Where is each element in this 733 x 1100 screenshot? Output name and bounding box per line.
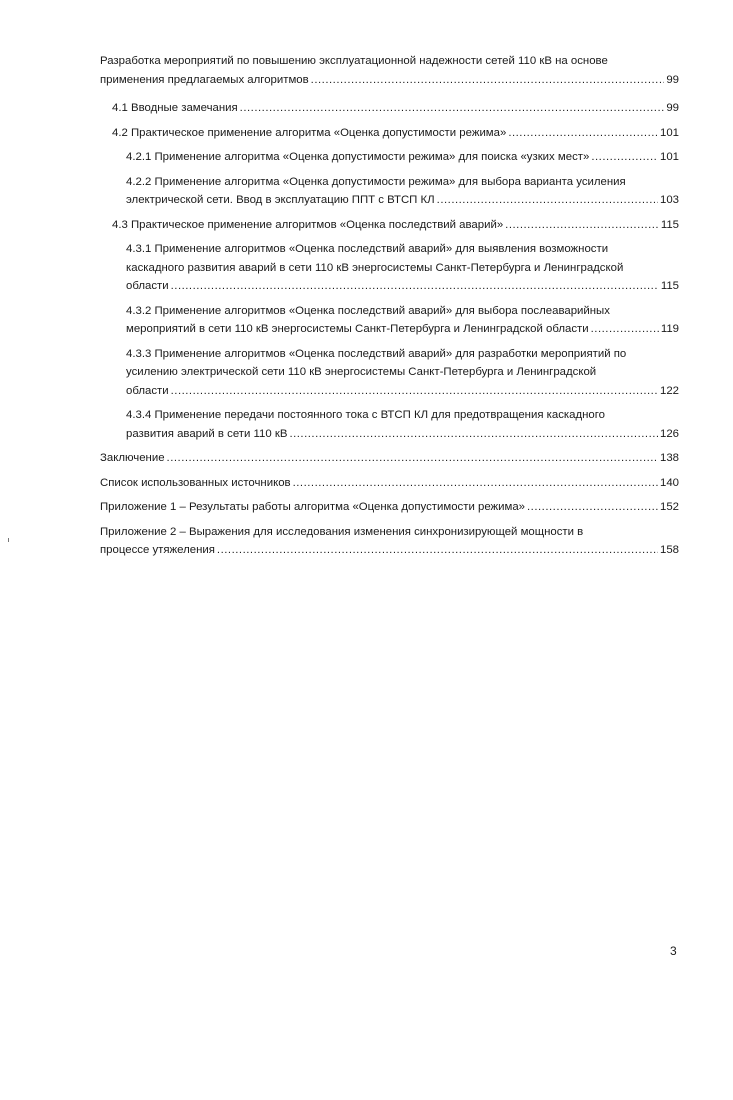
toc-page-number: 101 [659, 151, 679, 163]
toc-entry-4-3[interactable] [112, 216, 679, 235]
dot-leader [167, 449, 658, 468]
dot-leader [289, 425, 658, 444]
toc-entry-appendix-2[interactable] [100, 523, 679, 560]
dot-leader [171, 382, 658, 401]
toc-entry-line: 4.2.2 Применение алгоритма «Оценка допустимости режима» для выбора варианта усиления [126, 175, 626, 188]
dot-leader [508, 124, 658, 143]
toc-entry-line: процессе утяжеления [100, 544, 215, 556]
dot-leader [527, 498, 658, 517]
toc-entry-conclusion[interactable] [100, 449, 679, 468]
toc-page-number: 138 [659, 452, 679, 464]
toc-page-number: 122 [659, 384, 679, 397]
toc-page-number: 158 [659, 544, 679, 556]
toc-page-number: 115 [660, 218, 679, 231]
dot-leader [217, 541, 658, 560]
toc-page-number: 99 [666, 73, 679, 86]
toc-entry-references[interactable] [100, 474, 679, 493]
table-of-contents [0, 52, 733, 566]
toc-entry-line: электрической сети. Ввод в эксплуатацию ППТ с ВТСП КЛ [126, 194, 435, 206]
toc-entry-development[interactable] [100, 52, 679, 89]
toc-entry-line: 4.3.2 Применение алгоритмов «Оценка последствий аварий» для выбора послеаварийных [126, 304, 610, 317]
toc-entry-line: 4.1 Вводные замечания [112, 102, 238, 114]
toc-entry-4-2-1[interactable] [126, 148, 679, 167]
toc-entry-line: применения предлагаемых алгоритмов [100, 73, 309, 86]
toc-page-number: 101 [659, 126, 679, 139]
toc-entry-line: Приложение 2 – Выражения для исследования изменения синхронизирующей мощности в [100, 525, 584, 538]
toc-entry-line: 4.3 Практическое применение алгоритмов «Оценка последствий аварий» [112, 218, 504, 231]
toc-entry-line: мероприятий в сети 110 кВ энергосистемы Санкт-Петербурга и Ленинградской области [126, 323, 589, 335]
toc-page-number: 119 [660, 323, 679, 335]
dot-leader [293, 474, 658, 493]
toc-entry-line: 4.3.3 Применение алгоритмов «Оценка последствий аварий» для разработки мероприятий по [126, 347, 627, 360]
toc-entry-line: Приложение 1 – Результаты работы алгоритма «Оценка допустимости режима» [100, 501, 526, 513]
dot-leader [437, 191, 658, 210]
toc-page-number: 115 [660, 280, 679, 292]
toc-entry-line: Разработка мероприятий по повышению эксплуатационной надежности сетей 110 кВ на основе [100, 55, 608, 67]
toc-entry-4-1[interactable] [112, 99, 679, 118]
dot-leader [171, 277, 659, 296]
toc-entry-line: развития аварий в сети 110 кВ [126, 427, 288, 440]
toc-entry-line: Заключение [100, 452, 165, 464]
dot-leader [591, 148, 658, 167]
toc-entry-4-3-2[interactable] [126, 302, 679, 339]
toc-entry-appendix-1[interactable] [100, 498, 679, 517]
toc-entry-line: усилению электрической сети 110 кВ энергосистемы Санкт-Петербурга и Ленинградской [126, 366, 597, 378]
toc-entry-line: 4.3.1 Применение алгоритмов «Оценка последствий аварий» для выявления возможности [126, 243, 609, 255]
toc-entry-line: области [126, 280, 169, 292]
toc-entry-line: Список использованных источников [100, 476, 291, 489]
toc-entry-line: каскадного развития аварий в сети 110 кВ энергосистемы Санкт-Петербурга и Ленинградской [126, 261, 624, 274]
toc-entry-line: 4.2.1 Применение алгоритма «Оценка допустимости режима» для поиска «узких мест» [126, 151, 590, 163]
toc-page-number: 152 [659, 501, 679, 513]
dot-leader [591, 320, 659, 339]
toc-page-number: 126 [659, 427, 679, 440]
toc-entry-4-3-1[interactable] [126, 240, 679, 296]
toc-entry-4-2[interactable] [112, 124, 679, 143]
toc-page-number: 103 [659, 194, 679, 206]
toc-entry-line: 4.3.4 Применение передачи постоянного тока с ВТСП КЛ для предотвращения каскадного [126, 409, 606, 421]
toc-entry-4-2-2[interactable] [126, 173, 679, 210]
toc-entry-4-3-4[interactable] [126, 406, 679, 443]
page-number: 3 [670, 944, 677, 958]
dot-leader [311, 71, 665, 90]
toc-entry-4-3-3[interactable] [126, 345, 679, 401]
toc-entry-line: 4.2 Практическое применение алгоритма «Оценка допустимости режима» [112, 126, 507, 139]
dot-leader [240, 99, 665, 118]
toc-entry-line: области [126, 384, 169, 397]
scan-mark [8, 538, 9, 542]
dot-leader [505, 216, 659, 235]
toc-page-number: 140 [659, 476, 679, 489]
toc-page-number: 99 [666, 102, 679, 114]
